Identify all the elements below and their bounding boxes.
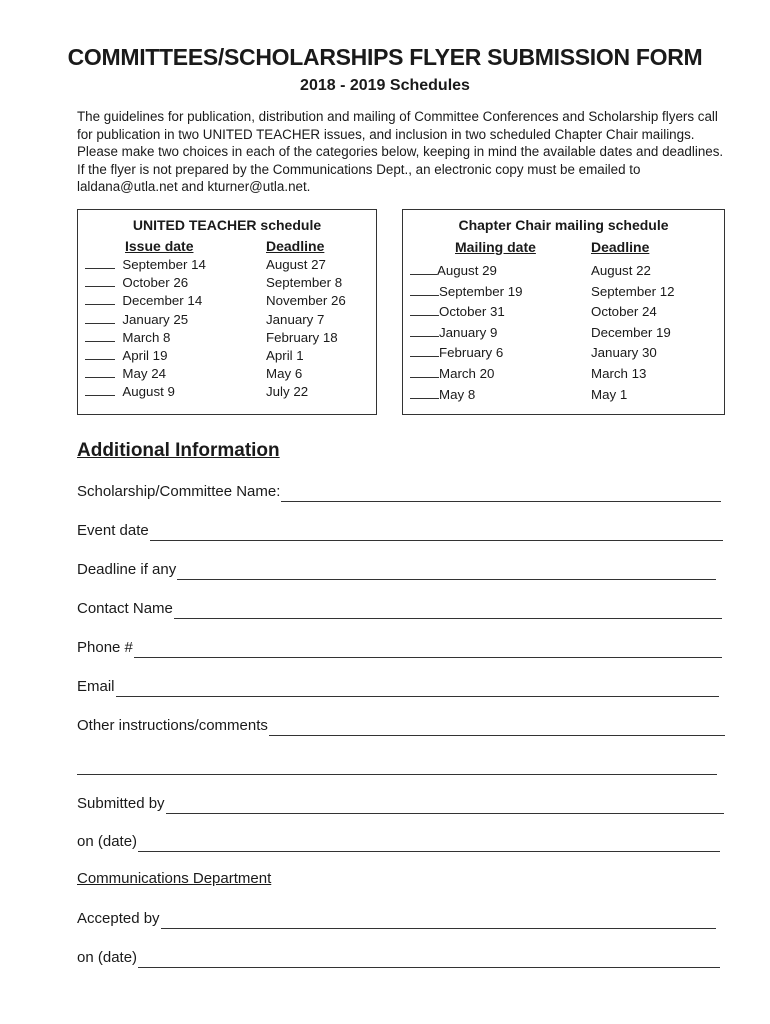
deadline-field[interactable]: [77, 560, 716, 580]
choice-blank[interactable]: [410, 263, 437, 275]
submitted-date-label: on (date): [77, 833, 138, 850]
chapter-chair-schedule-box: [402, 209, 725, 415]
mailing-date: May 8: [439, 386, 476, 402]
mailing-date-row[interactable]: [410, 323, 523, 344]
issue-date: August 9: [122, 384, 175, 400]
cc-deadline: September 12: [591, 283, 675, 299]
mailing-date-row[interactable]: [410, 261, 523, 282]
email-label: Email: [77, 678, 115, 695]
ut-deadline: August 27: [266, 257, 326, 272]
choice-blank[interactable]: [85, 348, 115, 360]
mailing-date-row[interactable]: [410, 343, 523, 364]
mailing-date: March 20: [439, 365, 495, 381]
committee-name-field[interactable]: [77, 482, 721, 502]
phone-label: Phone #: [77, 639, 133, 656]
choice-blank[interactable]: [85, 384, 115, 396]
submitted-by-input[interactable]: [166, 799, 724, 814]
issue-date-row[interactable]: [85, 329, 206, 347]
deadline-input[interactable]: [177, 565, 716, 580]
issue-date: September 14: [122, 257, 206, 272]
choice-blank[interactable]: [85, 275, 115, 287]
mailing-date: January 9: [439, 324, 498, 340]
choice-blank[interactable]: [410, 284, 439, 296]
ut-deadline: January 7: [266, 311, 325, 327]
cc-deadline-heading: Deadline: [591, 239, 650, 255]
intro-paragraph: The guidelines for publication, distribution and mailing of Committee Conferences and Scholarship flyers call for publication in two UNITED TEACHER issues, and inclusion in two scheduled Chapter Chair mailings. Please make two choices in each of the categories below, keeping in mind the available dates and deadlines. If the flyer is not prepared by the Communications Dept., an electronic copy must be emailed to laldana@utla.net and kturner@utla.net.: [77, 109, 724, 195]
contact-name-input[interactable]: [174, 604, 722, 619]
issue-date-row[interactable]: [85, 256, 206, 274]
issue-date: December 14: [122, 293, 203, 309]
issue-date: October 26: [122, 275, 189, 291]
issue-date-row[interactable]: [85, 274, 206, 292]
event-date-label: Event date: [77, 522, 149, 539]
cc-deadline-list: [591, 261, 675, 405]
event-date-input[interactable]: [150, 526, 723, 541]
issue-date: March 8: [122, 329, 171, 345]
accepted-by-field[interactable]: [77, 909, 716, 929]
event-date-field[interactable]: [77, 521, 723, 541]
submitted-date-field[interactable]: [77, 832, 720, 852]
deadline-label: Deadline if any: [77, 561, 177, 578]
accepted-date-input[interactable]: [138, 953, 720, 968]
cc-deadline: January 30: [591, 345, 657, 361]
mailing-date: September 19: [439, 283, 523, 299]
communications-department-heading: Communications Department: [77, 870, 272, 887]
accepted-date-label: on (date): [77, 949, 138, 966]
mailing-date-heading: Mailing date: [455, 239, 536, 255]
mailing-date: October 31: [439, 304, 505, 320]
choice-blank[interactable]: [410, 304, 439, 316]
other-instructions-line-2[interactable]: [77, 760, 717, 775]
ut-deadline-list: [266, 256, 346, 402]
phone-field[interactable]: [77, 638, 722, 658]
cc-deadline: March 13: [591, 365, 647, 381]
choice-blank[interactable]: [85, 257, 115, 269]
contact-name-label: Contact Name: [77, 600, 173, 617]
committee-name-input[interactable]: [281, 487, 721, 502]
submitted-date-input[interactable]: [138, 837, 720, 852]
cc-deadline: August 22: [591, 263, 651, 278]
issue-date-row[interactable]: [85, 311, 206, 329]
mailing-date-list: [410, 261, 523, 405]
committee-name-label: Scholarship/Committee Name:: [77, 483, 281, 500]
choice-blank[interactable]: [85, 293, 115, 305]
issue-date-row[interactable]: [85, 365, 206, 383]
issue-date-row[interactable]: [85, 292, 206, 310]
choice-blank[interactable]: [410, 387, 439, 399]
additional-info-heading: Additional Information: [77, 440, 280, 461]
accepted-by-input[interactable]: [161, 914, 716, 929]
issue-date: January 25: [122, 311, 189, 327]
mailing-date-row[interactable]: [410, 282, 523, 303]
other-instructions-field[interactable]: [77, 716, 725, 736]
cc-deadline: October 24: [591, 304, 657, 320]
issue-date-heading: Issue date: [125, 238, 194, 254]
united-teacher-heading: UNITED TEACHER schedule: [132, 217, 322, 233]
choice-blank[interactable]: [410, 345, 439, 357]
issue-date-row[interactable]: [85, 347, 206, 365]
submitted-by-field[interactable]: [77, 794, 724, 814]
issue-date-list: [85, 256, 206, 402]
submitted-by-label: Submitted by: [77, 795, 165, 812]
page-title: COMMITTEES/SCHOLARSHIPS FLYER SUBMISSION FORM: [67, 44, 703, 70]
mailing-date-row[interactable]: [410, 302, 523, 323]
choice-blank[interactable]: [85, 312, 115, 324]
choice-blank[interactable]: [410, 366, 439, 378]
chapter-chair-heading: Chapter Chair mailing schedule: [458, 217, 669, 233]
ut-deadline: May 6: [266, 366, 303, 382]
phone-input[interactable]: [134, 643, 722, 658]
accepted-by-label: Accepted by: [77, 910, 160, 927]
ut-deadline: September 8: [266, 275, 343, 291]
mailing-date: August 29: [437, 263, 497, 278]
united-teacher-schedule-box: [77, 209, 377, 415]
other-instructions-label: Other instructions/comments: [77, 717, 268, 734]
choice-blank[interactable]: [410, 325, 439, 337]
mailing-date: February 6: [439, 345, 504, 361]
other-instructions-input[interactable]: [269, 721, 725, 736]
page-subtitle: 2018 - 2019 Schedules: [300, 77, 470, 94]
issue-date: April 19: [122, 347, 168, 363]
email-input[interactable]: [116, 682, 719, 697]
issue-date: May 24: [122, 366, 166, 382]
ut-deadline: July 22: [266, 384, 309, 400]
issue-date-row[interactable]: [85, 383, 206, 401]
accepted-date-field[interactable]: [77, 948, 720, 968]
mailing-date-row[interactable]: [410, 364, 523, 385]
contact-name-field[interactable]: [77, 599, 722, 619]
ut-deadline: April 1: [266, 347, 304, 363]
cc-deadline: December 19: [591, 324, 671, 340]
ut-deadline: February 18: [266, 329, 338, 345]
email-field[interactable]: [77, 677, 719, 697]
choice-blank[interactable]: [85, 330, 115, 342]
choice-blank[interactable]: [85, 366, 115, 378]
mailing-date-row[interactable]: [410, 385, 523, 406]
ut-deadline: November 26: [266, 293, 346, 309]
cc-deadline: May 1: [591, 386, 628, 402]
ut-deadline-heading: Deadline: [266, 238, 325, 254]
other-instructions-continued[interactable]: [77, 755, 717, 775]
